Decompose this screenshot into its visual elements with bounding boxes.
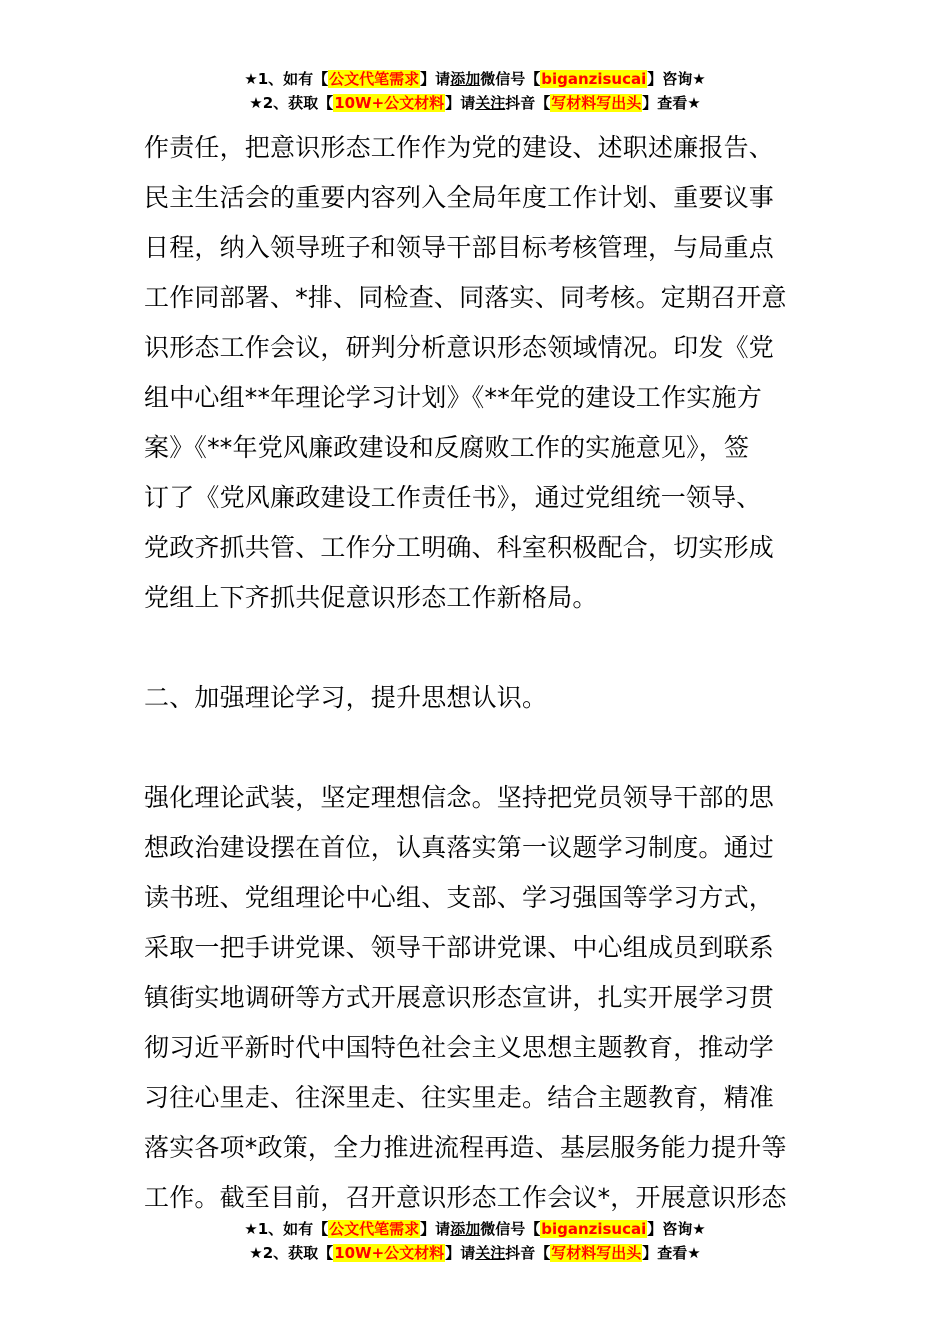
banner-underlined-add: 添加	[450, 1220, 481, 1238]
banner-highlight-douyin-account: 写材料写出头	[551, 94, 642, 112]
banner-text: 】咨询★	[647, 1220, 706, 1238]
paragraph-theory-study	[144, 773, 814, 1223]
banner-highlight-wechat-id: biganzisucai	[541, 70, 647, 88]
banner-highlight-materials: 10W+公文材料	[334, 1244, 445, 1262]
banner-text: 】请	[445, 94, 476, 112]
banner-text: ★2、获取【	[249, 1244, 334, 1262]
banner-line-2	[0, 1241, 950, 1265]
banner-text: 抖音【	[505, 1244, 551, 1262]
banner-highlight-materials: 10W+公文材料	[334, 94, 445, 112]
banner-text: ★2、获取【	[249, 94, 334, 112]
banner-text: 】查看★	[642, 1244, 701, 1262]
banner-text: 】咨询★	[647, 70, 706, 88]
section-heading	[144, 673, 814, 723]
banner-text: 】请	[445, 1244, 476, 1262]
banner-text: 微信号【	[480, 1220, 541, 1238]
text-line: 识形态工作会议，研判分析意识形态领域情况。印发《党	[144, 333, 775, 362]
text-line: 彻习近平新时代中国特色社会主义思想主题教育，推动学	[144, 1033, 775, 1062]
text-line: 镇街实地调研等方式开展意识形态宣讲，扎实开展学习贯	[144, 983, 775, 1012]
paragraph-spacer	[144, 723, 814, 773]
text-line: 作责任，把意识形态工作作为党的建设、述职述廉报告、	[144, 133, 775, 162]
paragraph-responsibility	[144, 123, 814, 623]
text-line: 民主生活会的重要内容列入全局年度工作计划、重要议事	[144, 183, 775, 212]
banner-text: 】查看★	[642, 94, 701, 112]
text-line: 党政齐抓共管、工作分工明确、科室积极配合，切实形成	[144, 533, 775, 562]
text-line: 落实各项*政策，全力推进流程再造、基层服务能力提升等	[144, 1133, 787, 1162]
banner-text: ★1、如有【	[244, 1220, 329, 1238]
text-line: 党组上下齐抓共促意识形态工作新格局。	[144, 583, 598, 612]
banner-highlight-douyin-account: 写材料写出头	[551, 1244, 642, 1262]
text-line: 采取一把手讲党课、领导干部讲党课、中心组成员到联系	[144, 933, 775, 962]
banner-text: 抖音【	[505, 94, 551, 112]
text-line: 读书班、党组理论中心组、支部、学习强国等学习方式，	[144, 883, 775, 912]
footer-banner	[0, 1217, 950, 1265]
text-line: 日程，纳入领导班子和领导干部目标考核管理，与局重点	[144, 233, 775, 262]
banner-text: ★1、如有【	[244, 70, 329, 88]
banner-highlight-wechat-id: biganzisucai	[541, 1220, 647, 1238]
banner-line-1	[0, 1217, 950, 1241]
text-line: 习往心里走、往深里走、往实里走。结合主题教育，精准	[144, 1083, 775, 1112]
banner-highlight-writing-service: 公文代笔需求	[329, 1220, 420, 1238]
banner-line-2	[0, 91, 950, 115]
heading-text: 二、加强理论学习，提升思想认识。	[144, 683, 548, 712]
banner-text: 】请	[420, 70, 451, 88]
header-banner	[0, 67, 950, 115]
text-line: 组中心组**年理论学习计划》《**年党的建设工作实施方	[144, 383, 762, 412]
banner-highlight-writing-service: 公文代笔需求	[329, 70, 420, 88]
banner-underlined-follow: 关注	[475, 1244, 506, 1262]
document-body	[144, 123, 814, 1223]
text-line: 强化理论武装，坚定理想信念。坚持把党员领导干部的思	[144, 783, 775, 812]
text-line: 订了《党风廉政建设工作责任书》，通过党组统一领导、	[144, 483, 762, 512]
banner-text: 】请	[420, 1220, 451, 1238]
text-line: 工作同部署、*排、同检查、同落实、同考核。定期召开意	[144, 283, 787, 312]
text-line: 工作。截至目前，召开意识形态工作会议*，开展意识形态	[144, 1183, 787, 1212]
banner-line-1	[0, 67, 950, 91]
text-line: 想政治建设摆在首位，认真落实第一议题学习制度。通过	[144, 833, 775, 862]
text-line: 案》《**年党风廉政建设和反腐败工作的实施意见》，签	[144, 433, 750, 462]
paragraph-spacer	[144, 623, 814, 673]
banner-text: 微信号【	[480, 70, 541, 88]
banner-underlined-follow: 关注	[475, 94, 506, 112]
banner-underlined-add: 添加	[450, 70, 481, 88]
